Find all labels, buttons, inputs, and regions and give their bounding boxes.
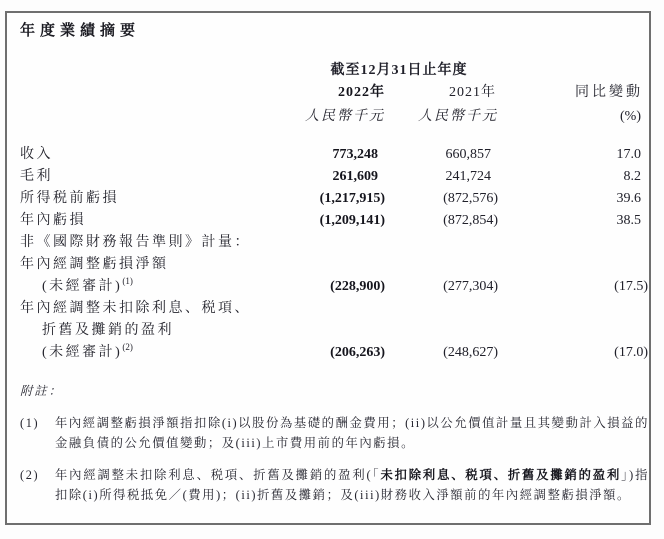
row-label: 年內經調整未扣除利息、税項、 [20,301,251,316]
footnote-text-post: 」)指扣除(i)所得税抵免／(費用)；(ii)折舊及攤銷；及(iii)財務收入淨額前的年內經調整虧損淨額。 [55,468,649,502]
table-row-loss-for-year [20,207,648,229]
column-header-change: 同比變動 [575,85,643,100]
unaudited-label: (未經審計) [42,279,123,294]
financial-summary-table [20,58,648,361]
unit-header-2022: 人民幣千元 [305,109,385,124]
unit-header-change: (%) [620,109,641,124]
value-2021: 241,724 [445,169,491,184]
column-header-2022: 2022年 [338,85,385,100]
value-2022: 261,609 [332,169,378,184]
value-2022: (206,263) [330,345,385,360]
value-2021: (872,576) [443,191,498,206]
table-row-loss-before-tax [20,185,648,207]
footnote-number: (1) [20,416,40,430]
value-2022: (1,209,141) [319,213,385,228]
table-row-adjusted-net-loss-label [20,251,648,273]
value-change: 38.5 [616,213,641,228]
empty-cell [20,101,300,125]
page-title: 年度業績摘要 [20,22,141,39]
footnote-text: 年內經調整虧損淨額指扣除(i)以股份為基礎的酬金費用；(ii)以公允價值計量且其變動計入損益的金融負債的公允價值變動；及(iii)上市費用前的年內虧損。 [55,416,649,450]
value-2022: 773,248 [332,147,378,162]
table-row-revenue [20,141,648,163]
empty-cell [20,79,300,101]
table-row-adjusted-net-loss-values [20,273,648,295]
footnote-ref-2: (2) [122,342,133,352]
table-row-non-ifrs-measures [20,229,648,251]
value-2022: (228,900) [330,279,385,294]
row-label: 年內虧損 [20,213,86,228]
value-change: 39.6 [616,191,641,206]
footnote-text-pre: 年內經調整未扣除利息、税項、折舊及攤銷的盈利(「 [55,468,381,482]
value-2021: (872,854) [443,213,498,228]
row-sublabel: 折舊及攤銷的盈利 [42,323,174,338]
table-row-gross-profit [20,163,648,185]
footnote-ref-1: (1) [122,276,133,286]
row-sublabel [20,339,300,361]
value-change: 8.2 [623,169,641,184]
footnote-text-defined-term: 未扣除利息、税項、折舊及攤銷的盈利 [380,468,622,482]
value-2021: (277,304) [443,279,498,294]
spacer [20,125,648,141]
empty-cell [498,58,648,79]
table-row-adjusted-ebitda-values [20,339,648,361]
column-header-2021: 2021年 [449,85,496,100]
value-2021: 660,857 [445,147,491,162]
unaudited-label: (未經審計) [42,345,123,360]
value-change: (17.0) [614,345,648,360]
empty-cell [20,58,300,79]
footnote-number: (2) [20,468,40,482]
value-2022: (1,217,915) [319,191,385,206]
row-sublabel [20,273,300,295]
row-label: 所得税前虧損 [20,191,119,206]
row-label: 毛利 [20,169,53,184]
table-row-adjusted-ebitda-label2 [20,317,648,339]
value-change: (17.5) [614,279,648,294]
table-row-adjusted-ebitda-label1 [20,295,648,317]
notes-heading: 附註： [20,384,63,398]
footnote-1 [20,413,649,453]
row-label: 收入 [20,147,53,162]
value-change: 17.0 [616,147,641,162]
value-2021: (248,627) [443,345,498,360]
footnote-text [55,465,649,505]
footnote-2 [20,465,649,505]
notes-section [20,381,649,505]
summary-panel [5,11,651,525]
row-label: 非《國際財務報告準則》計量： [20,235,251,250]
row-label: 年內經調整虧損淨額 [20,257,169,272]
unit-header-2021: 人民幣千元 [418,109,498,124]
period-header: 截至12月31日止年度 [330,63,468,78]
